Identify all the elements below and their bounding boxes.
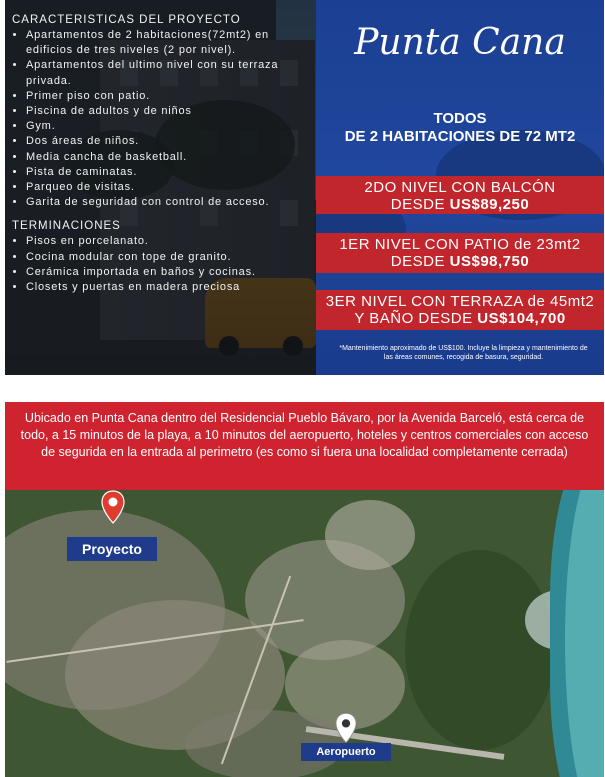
list-item: • Garita de seguridad con control de acceso.: [26, 195, 312, 210]
building-photo: [5, 0, 316, 375]
maintenance-note: *Mantenimiento aproximado de US$100. Incluye la limpieza y mantenimiento de las áreas comunes, recogida de basura, seguridad.: [339, 345, 588, 361]
list-item: • Closets y puertas en madera preciosa: [26, 280, 312, 295]
features-title: CARACTERISTICAS DEL PROYECTO: [12, 14, 241, 26]
features-panel: [12, 14, 312, 295]
price-banner-2do-nivel: 2DO NIVEL CON BALCÓN DESDE US$89,250: [316, 176, 604, 214]
features-list: [12, 28, 312, 210]
list-item: • Parqueo de visitas.: [26, 180, 312, 195]
list-item: • Cocina modular con tope de granito.: [26, 250, 312, 265]
todos-heading: TODOS DE 2 HABITACIONES DE 72 MT2: [344, 110, 576, 145]
price-banner-3er-nivel: 3ER NIVEL CON TERRAZA de 45mt2 Y BAÑO DESDE US$104,700: [316, 290, 604, 330]
price-amount: US$89,250: [449, 196, 530, 213]
finishes-list: [12, 234, 312, 295]
list-item: • Dos áreas de niños.: [26, 134, 312, 149]
list-item: • Apartamentos de 2 habitaciones(72mt2) en edificios de tres niveles (2 por nivel).: [26, 28, 312, 58]
list-item: • Cerámica importada en baños y cocinas.: [26, 265, 312, 280]
brand-title: Punta Cana: [354, 22, 566, 63]
top-section: [5, 0, 604, 375]
finishes-title: TERMINACIONES: [12, 220, 121, 233]
list-item: • Primer piso con patio.: [26, 89, 312, 104]
airport-label: Aeropuerto: [301, 743, 391, 761]
project-label: Proyecto: [67, 537, 157, 561]
location-pin-icon: [101, 490, 125, 524]
satellite-map: [5, 490, 604, 777]
pricing-panel: [316, 0, 604, 375]
list-item: • Gym.: [26, 119, 312, 134]
list-item: • Media cancha de basketball.: [26, 150, 312, 165]
list-item: • Piscina de adultos y de niños: [26, 104, 312, 119]
price-amount: US$104,700: [477, 310, 566, 327]
location-pin-icon: [335, 712, 357, 744]
list-item: • Pista de caminatas.: [26, 165, 312, 180]
price-amount: US$98,750: [449, 253, 530, 270]
list-item: • Apartamentos del ultimo nivel con su terraza privada.: [26, 58, 312, 88]
price-banner-1er-nivel: 1ER NIVEL CON PATIO de 23mt2 DESDE US$98,750: [316, 233, 604, 273]
list-item: • Pisos en porcelanato.: [26, 234, 312, 249]
location-banner: Ubicado en Punta Cana dentro del Residencial Pueblo Bávaro, por la Avenida Barceló, está cerca de todo, a 15 minutos de la playa, a 10 minutos del aeropuerto, hoteles y centros comerciales con acceso de segurida en la entrada al perimetro (es como si fuera una localidad completamente cerrada): [5, 402, 604, 490]
